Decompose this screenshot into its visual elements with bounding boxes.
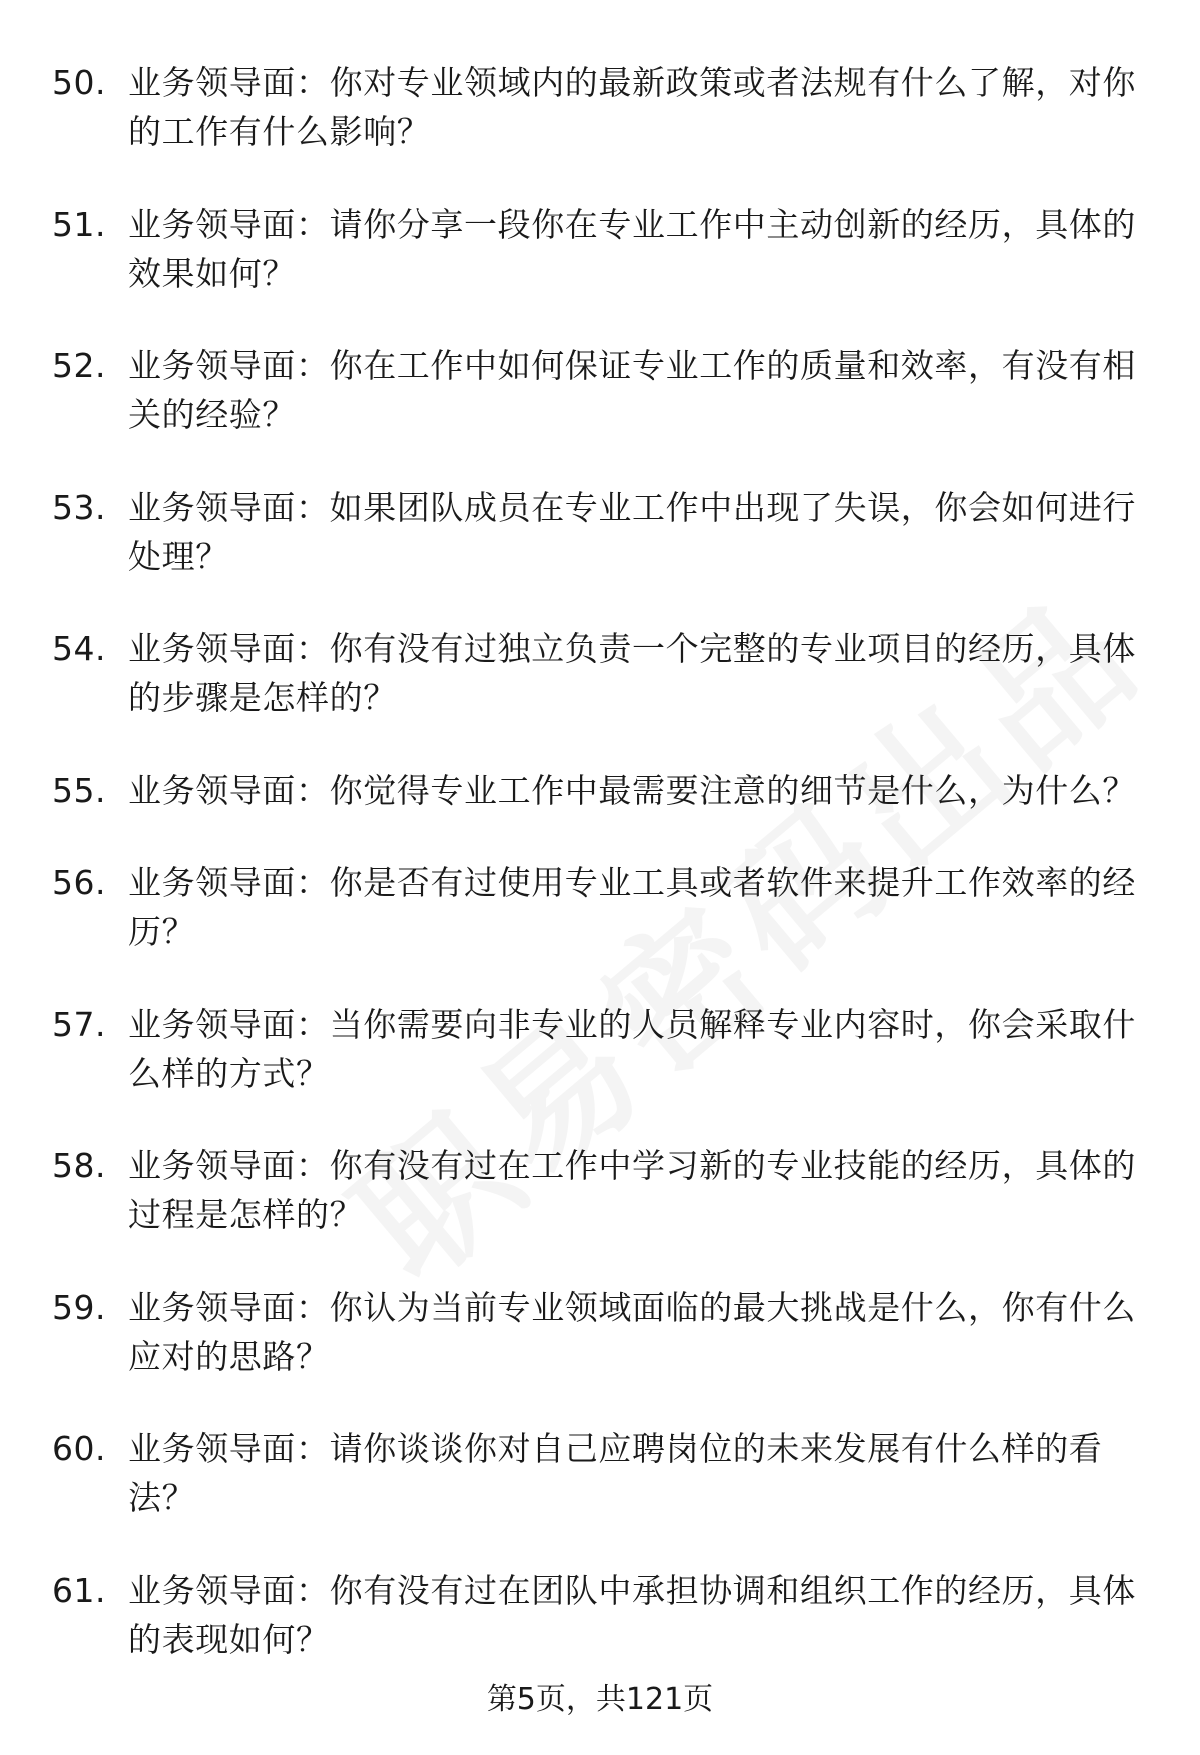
item-text: 业务领导面：当你需要向非专业的人员解释专业内容时，你会采取什么样的方式？ [128,1004,1136,1093]
item-number: 55. [52,770,106,810]
list-item [52,200,1152,298]
item-number: 59. [52,1287,106,1327]
item-text: 业务领导面：请你分享一段你在专业工作中主动创新的经历，具体的效果如何？ [128,204,1136,293]
item-text: 业务领导面：你在工作中如何保证专业工作的质量和效率，有没有相关的经验？ [128,346,1136,434]
item-number: 61. [52,1570,106,1610]
item-text: 业务领导面：你对专业领域内的最新政策或者法规有什么了解，对你的工作有什么影响？ [128,63,1136,151]
item-number: 51. [52,204,106,244]
question-list [52,58,1152,1707]
list-item [52,1424,1152,1522]
item-number: 60. [52,1429,106,1468]
item-text: 业务领导面：你有没有过在工作中学习新的专业技能的经历，具体的过程是怎样的？ [128,1146,1136,1234]
item-number: 57. [52,1004,106,1044]
item-number: 52. [52,346,106,385]
list-item [52,1000,1152,1098]
list-item [52,1141,1152,1239]
list-item [52,483,1152,581]
item-text: 业务领导面：你是否有过使用专业工具或者软件来提升工作效率的经历？ [128,863,1136,951]
item-number: 50. [52,63,106,102]
item-number: 56. [52,863,106,902]
item-text: 业务领导面：请你谈谈你对自己应聘岗位的未来发展有什么样的看法？ [128,1429,1103,1517]
list-item [52,1283,1152,1381]
item-text: 业务领导面：你有没有过在团队中承担协调和组织工作的经历，具体的表现如何？ [128,1570,1136,1659]
list-item [52,766,1152,815]
item-text: 业务领导面：你觉得专业工作中最需要注意的细节是什么，为什么？ [128,770,1136,810]
list-item [52,58,1152,156]
list-item [52,624,1152,722]
list-item [52,858,1152,956]
list-item [52,341,1152,439]
item-text: 业务领导面：你有没有过独立负责一个完整的专业项目的经历，具体的步骤是怎样的？ [128,629,1136,717]
page-footer: 第5页，共121页 [486,1682,714,1717]
item-number: 53. [52,487,106,527]
item-number: 54. [52,629,106,668]
item-number: 58. [52,1146,106,1185]
item-text: 业务领导面：如果团队成员在专业工作中出现了失误，你会如何进行处理？ [128,487,1136,576]
item-text: 业务领导面：你认为当前专业领域面临的最大挑战是什么，你有什么应对的思路？ [128,1287,1136,1376]
list-item [52,1566,1152,1664]
